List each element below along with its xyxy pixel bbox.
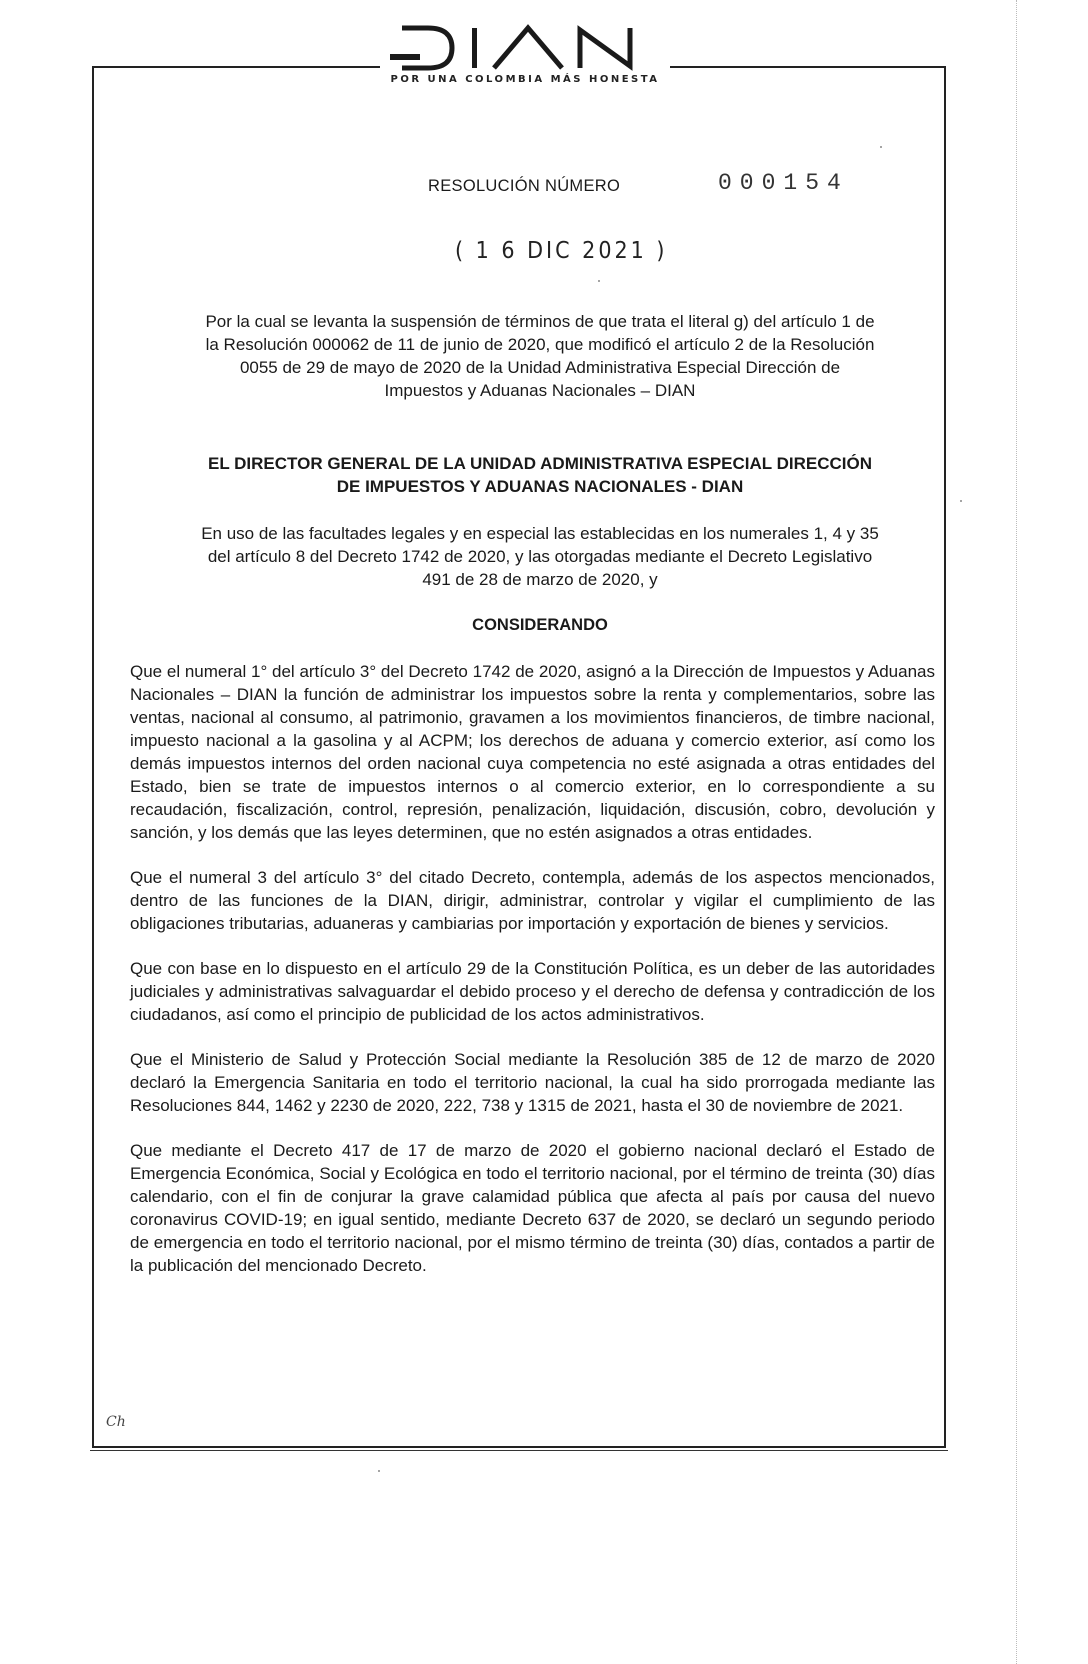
resolution-date: ( 1 6 DIC 2021 )	[455, 238, 668, 264]
scan-speck	[960, 500, 962, 502]
powers-line: En uso de las facultades legales y en especial las establecidas en los numerales 1, 4 y 35	[201, 524, 879, 543]
director-heading	[140, 452, 940, 498]
consideration-paragraph: Que mediante el Decreto 417 de 17 de marzo de 2020 el gobierno nacional declaró el Estado de Emergencia Económica, Social y Ecológica en todo el territorio nacional, por el término de treinta (30) días calendario, con el fin de conjurar la grave calamidad pública que afecta al país por causa del nuevo coronavirus COVID-19; en igual sentido, mediante Decreto 637 de 2020, se declaró un segundo periodo de emergencia en todo el territorio nacional, por el mismo término de treinta (30) días, contados a partir de la publicación del mencionado Decreto.	[130, 1141, 935, 1275]
resolution-label: RESOLUCIÓN NÚMERO	[428, 177, 621, 195]
dian-logo	[380, 18, 670, 98]
summary-line: 0055 de 29 de mayo de 2020 de la Unidad Administrativa Especial Dirección de	[239, 358, 841, 377]
logo-tagline: POR UNA COLOMBIA MÁS HONESTA	[390, 74, 660, 85]
scan-speck	[598, 280, 600, 282]
consideration-paragraph: Que el Ministerio de Salud y Protección Social mediante la Resolución 385 de 12 de marzo de 2020 declaró la Emergencia Sanitaria en todo el territorio nacional, la cual ha sido prorrogada mediante las Resoluciones 844, 1462 y 2230 de 2020, 222, 738 y 1315 de 2021, hasta el 30 de noviembre de 2021.	[130, 1050, 935, 1115]
scan-speck	[880, 146, 882, 148]
summary-line: la Resolución 000062 de 11 de junio de 2020, que modificó el artículo 2 de la Resolución	[205, 335, 875, 354]
scan-speck	[378, 1470, 380, 1472]
consideration-paragraph: Que con base en lo dispuesto en el artículo 29 de la Constitución Política, es un deber de las autoridades judiciales y administrativas salvaguardar el debido proceso y el derecho de defensa y contradicción de los ciudadanos, así como el principio de publicidad de los actos administrativos.	[130, 959, 935, 1024]
consideration-paragraph: Que el numeral 1° del artículo 3° del Decreto 1742 de 2020, asignó a la Dirección de Impuestos y Aduanas Nacionales – DIAN la función de administrar los impuestos sobre la renta y complementarios, sobre las ventas, nacional al consumo, al patrimonio, gravamen a los movimientos financieros, de timbre nacional, impuesto nacional a la gasolina y al ACPM; los derechos de aduana y comercio exterior, así como los demás impuestos internos del orden nacional cuya competencia no esté asignada a otras entidades del Estado, bien se trate de impuestos internos o al comercio exterior, en lo correspondiente a su recaudación, fiscalización, control, represión, penalización, liquidación, discusión, cobro, devolución y sanción, y los demás que las leyes determinen, que no estén asignados a otras entidades.	[130, 662, 935, 842]
scan-edge-artifact	[1016, 0, 1017, 1664]
director-heading-line: EL DIRECTOR GENERAL DE LA UNIDAD ADMINISTRATIVA ESPECIAL DIRECCIÓN	[208, 454, 872, 473]
dian-wordmark-icon	[390, 18, 660, 74]
legal-powers	[140, 522, 940, 591]
consideration-paragraph: Que el numeral 3 del artículo 3° del citado Decreto, contempla, además de los aspectos mencionados, dentro de las funciones de la DIAN, dirigir, administrar, controlar y vigilar el cumplimiento de las obligaciones tributarias, aduaneras y cambiarias por importación y exportación de bienes y servicios.	[130, 868, 935, 933]
resolution-summary	[140, 310, 940, 402]
considering-heading: CONSIDERANDO	[472, 616, 608, 634]
powers-line: del artículo 8 del Decreto 1742 de 2020, y las otorgadas mediante el Decreto Legislativo	[207, 547, 873, 566]
powers-line: 491 de 28 de marzo de 2020, y	[422, 570, 658, 589]
resolution-number: 000154	[718, 170, 849, 196]
summary-line: Por la cual se levanta la suspensión de términos de que trata el literal g) del artículo 1 de	[205, 312, 875, 331]
handwritten-initials: Ch	[106, 1414, 126, 1430]
director-heading-line: DE IMPUESTOS Y ADUANAS NACIONALES - DIAN	[336, 477, 744, 496]
considerations-body	[130, 660, 935, 1299]
summary-line: Impuestos y Aduanas Nacionales – DIAN	[384, 381, 696, 400]
